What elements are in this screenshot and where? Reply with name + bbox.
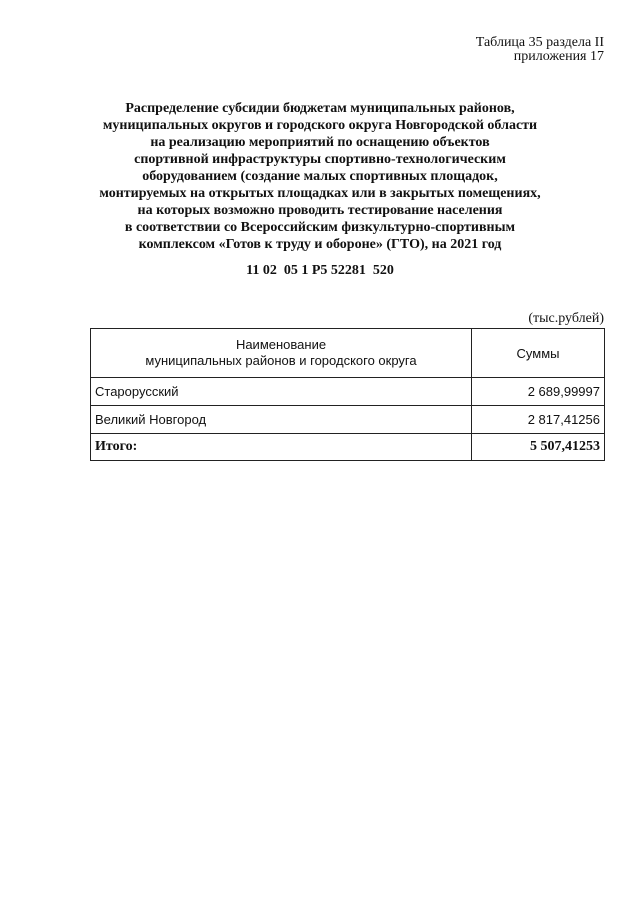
table-row: [91, 378, 605, 406]
row-sum: 2 817,41256: [472, 406, 605, 434]
column-header-name-line-2: муниципальных районов и городского округа: [145, 353, 417, 368]
title-line: оборудованием (создание малых спортивных площадок,: [142, 169, 498, 184]
title-line: комплексом «Готов к труду и обороне» (ГТО), на 2021 год: [138, 237, 502, 252]
table-total-row: [91, 434, 605, 461]
table-row: [91, 406, 605, 434]
table-header-row: [91, 329, 605, 378]
column-header-name: [91, 329, 472, 378]
document-reference: [476, 36, 604, 64]
budget-code: 11 02 05 1 P5 52281 520: [246, 263, 394, 278]
column-header-sum: Суммы: [472, 329, 605, 378]
subsidy-table: [90, 328, 605, 461]
row-name: Великий Новгород: [91, 406, 472, 434]
units-label: (тыс.рублей): [528, 311, 604, 326]
title-line: монтируемых на открытых площадках или в закрытых помещениях,: [99, 186, 541, 201]
title-line: на которых возможно проводить тестирование населения: [137, 203, 503, 218]
reference-line-2: приложения 17: [513, 49, 604, 64]
title-line: муниципальных округов и городского округа Новгородской области: [102, 118, 538, 133]
row-sum: 2 689,99997: [472, 378, 605, 406]
title-line: на реализацию мероприятий по оснащению объектов: [150, 135, 490, 150]
reference-line-1: Таблица 35 раздела II: [475, 35, 604, 50]
row-name: Старорусский: [91, 378, 472, 406]
document-title: [80, 100, 560, 253]
column-header-name-line-1: Наименование: [235, 337, 327, 352]
title-line: спортивной инфраструктуры спортивно-технологическим: [134, 152, 506, 167]
total-label: Итого:: [91, 434, 472, 461]
title-line: Распределение субсидии бюджетам муниципальных районов,: [125, 101, 515, 116]
total-sum: 5 507,41253: [472, 434, 605, 461]
title-line: в соответствии со Всероссийским физкультурно-спортивным: [124, 220, 516, 235]
